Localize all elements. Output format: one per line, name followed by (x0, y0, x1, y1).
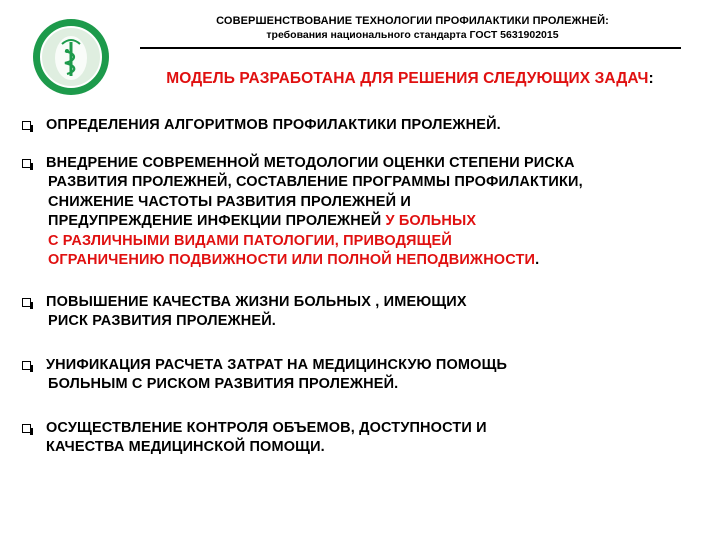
main-heading-text: МОДЕЛЬ РАЗРАБОТАНА ДЛЯ РЕШЕНИЯ СЛЕДУЮЩИХ ЗАДАЧ (166, 70, 649, 87)
list-item (22, 419, 712, 458)
medical-emblem-icon (32, 18, 110, 96)
item-line: ВНЕДРЕНИЕ СОВРЕМЕННОЙ МЕТОДОЛОГИИ ОЦЕНКИ СТЕПЕНИ РИСКА (46, 154, 575, 171)
document-header (140, 14, 685, 42)
list-item (22, 116, 712, 136)
item-text-end: . (535, 252, 540, 268)
item-line: РАЗВИТИЯ ПРОЛЕЖНЕЙ, СОСТАВЛЕНИЕ ПРОГРАММЫ ПРОФИЛАКТИКИ, (48, 174, 583, 190)
item-line: СНИЖЕНИЕ ЧАСТОТЫ РАЗВИТИЯ ПРОЛЕЖНЕЙ И (48, 193, 411, 210)
item-line (46, 251, 712, 271)
item-line: РИСК РАЗВИТИЯ ПРОЛЕЖНЕЙ. (48, 313, 276, 329)
checkbox-bullet-icon (22, 159, 31, 168)
item-line: С РАЗЛИЧНЫМИ ВИДАМИ ПАТОЛОГИИ, ПРИВОДЯЩЕЙ (48, 232, 452, 249)
checkbox-bullet-icon (22, 298, 31, 307)
task-list (22, 116, 712, 458)
item-line: КАЧЕСТВА МЕДИЦИНСКОЙ ПОМОЩИ. (46, 439, 325, 455)
item-line (46, 212, 712, 232)
item-text-black: ПРЕДУПРЕЖДЕНИЕ ИНФЕКЦИИ ПРОЛЕЖНЕЙ (48, 213, 386, 229)
main-heading-colon: : (648, 70, 654, 87)
list-item (22, 293, 712, 332)
item-line: УНИФИКАЦИЯ РАСЧЕТА ЗАТРАТ НА МЕДИЦИНСКУЮ ПОМОЩЬ (46, 356, 508, 373)
list-item (22, 154, 712, 271)
checkbox-bullet-icon (22, 424, 31, 433)
item-line: БОЛЬНЫМ С РИСКОМ РАЗВИТИЯ ПРОЛЕЖНЕЙ. (48, 376, 399, 392)
checkbox-bullet-icon (22, 121, 31, 130)
header-title: СОВЕРШЕНСТВОВАНИЕ ТЕХНОЛОГИИ ПРОФИЛАКТИКИ ПРОЛЕЖНЕЙ: (216, 15, 609, 27)
checkbox-bullet-icon (22, 361, 31, 370)
item-text-red: У БОЛЬНЫХ (385, 213, 477, 229)
header-divider (140, 47, 681, 49)
item-line: ПОВЫШЕНИЕ КАЧЕСТВА ЖИЗНИ БОЛЬНЫХ , ИМЕЮЩИХ (46, 293, 467, 310)
header-subtitle: требования национального стандарта ГОСТ 5631902015 (266, 29, 559, 41)
list-item (22, 356, 712, 395)
main-heading (125, 70, 695, 88)
item-line: ОСУЩЕСТВЛЕНИЕ КОНТРОЛЯ ОБЪЕМОВ, ДОСТУПНОСТИ И (46, 419, 487, 436)
item-text-red: ОГРАНИЧЕНИЮ ПОДВИЖНОСТИ ИЛИ ПОЛНОЙ НЕПОДВИЖНОСТИ (48, 252, 536, 268)
item-line: ОПРЕДЕЛЕНИЯ АЛГОРИТМОВ ПРОФИЛАКТИКИ ПРОЛЕЖНЕЙ. (46, 117, 501, 133)
